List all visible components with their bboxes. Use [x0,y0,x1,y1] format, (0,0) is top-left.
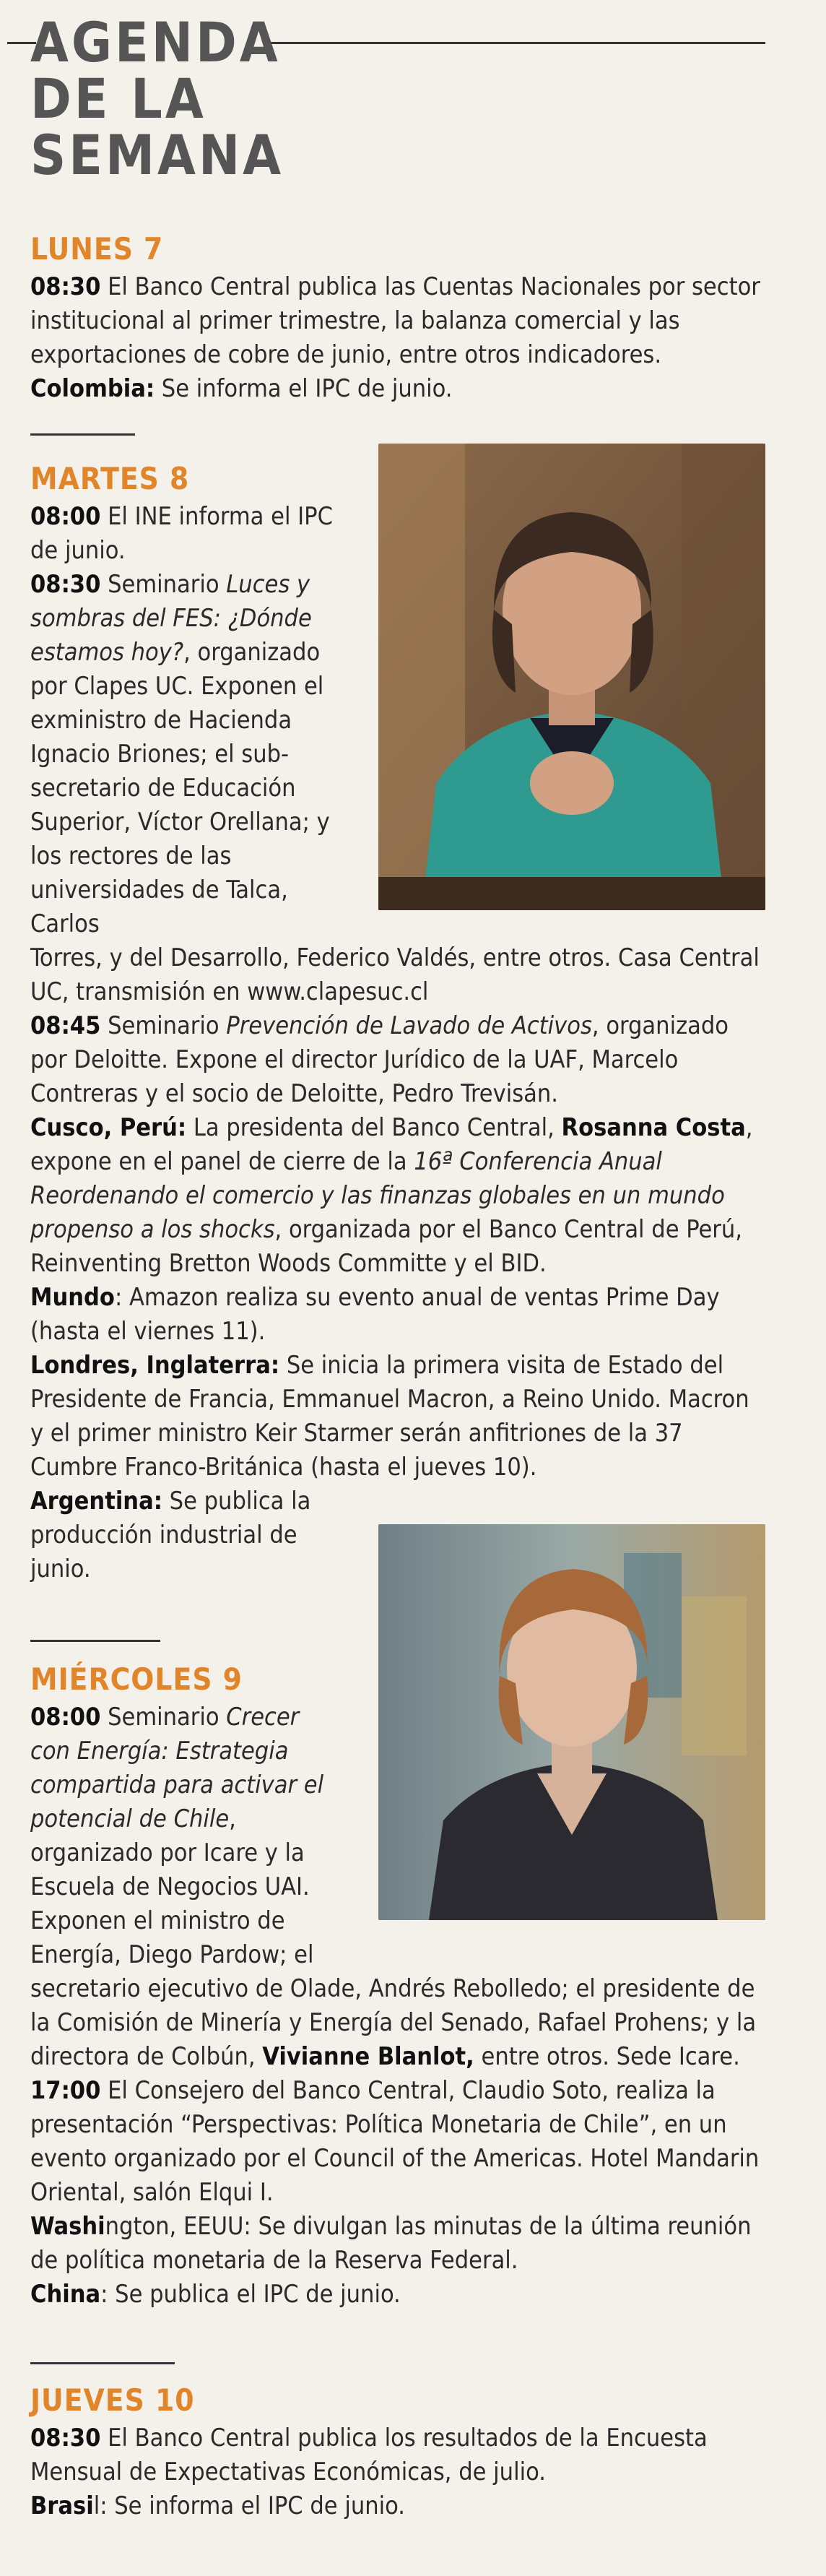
portrait-illustration [378,444,765,910]
event-title: Crecer con Energía: Estrategia compartida para activar el potencial de Chile [30,1703,324,1833]
event-lunes-2 [30,372,767,406]
event-time: 08:30 [30,570,101,599]
event-title: Luces y sombras del FES: ¿Dónde estamos hoy? [30,570,312,667]
event-text: El Consejero del Banco Central, Claudio Soto, realiza la presentación “Perspectivas: Política Monetaria de Chile”, en un evento organizado por el Council of the Americas. Hotel Mandarin Oriental, salón Elqui I. [30,2076,760,2207]
event-place: Argentina: [30,1487,162,1516]
event-time: 08:45 [30,1011,101,1040]
event-text: El INE informa el IPC de junio. [30,502,333,565]
event-person: Rosanna Costa [561,1113,746,1142]
event-text: l: Se informa el IPC de junio. [93,2491,405,2520]
event-person: Vivianne Blanlot, [262,2042,474,2071]
page-title [30,10,284,187]
event-jueves-1 [30,2421,767,2489]
event-place: Washi [30,2212,105,2241]
event-miercoles-1-cont [30,1972,767,2074]
portrait-photo-rosanna-costa [378,444,765,910]
event-text: Seminario [100,1703,227,1732]
event-text: La presidenta del Banco Central, [186,1113,562,1142]
event-martes-4 [30,1111,767,1281]
event-text: El Banco Central publica los resultados de la Encuesta Mensual de Expectativas Económicas, de julio. [30,2424,708,2486]
event-jueves-2 [30,2489,767,2523]
event-miercoles-1 [30,1700,341,1972]
event-martes-1 [30,500,341,568]
separator-miercoles [30,2362,175,2364]
separator-lunes [30,433,135,436]
event-miercoles-4 [30,2278,767,2312]
day-heading-lunes: LUNES 7 [30,231,164,267]
event-text: Seminario [100,570,227,599]
event-martes-2 [30,568,341,941]
event-martes-7 [30,1484,341,1586]
event-text: Se inicia la primera visita de Estado del Presidente de Francia, Emmanuel Macron, a Reino Unido. Macron y el primer ministro Keir Starmer serán anfitriones de la 37 Cumbre Franco-Británica (hasta el jueves 10). [30,1351,749,1482]
event-text: Se informa el IPC de junio. [155,374,453,403]
event-lunes-1 [30,270,767,372]
event-text: , expone en el panel de cierre de la [30,1113,753,1176]
event-time: 17:00 [30,2076,101,2105]
event-martes-2-cont: Torres, y del Desarrollo, Federico Valdés, entre otros. Casa Central UC, transmisión en www.clapesuc.cl [30,943,760,1006]
title-rule-right [267,42,765,44]
title-line-3: SEMANA [30,123,284,187]
title-line-2: DE LA [30,66,206,131]
event-text: El Banco Central publica las Cuentas Nacionales por sector institucional al primer trimestre, la balanza comercial y las exportaciones de cobre de junio, entre otros indicadores. [30,272,760,369]
event-title: 16ª Conferencia Anual Reordenando el comercio y las finanzas globales en un mundo propenso a los shocks [30,1147,725,1244]
day-heading-jueves: JUEVES 10 [30,2382,195,2418]
portrait-illustration [378,1524,765,1920]
event-miercoles-3 [30,2210,767,2278]
event-time: 08:30 [30,2424,101,2452]
event-place: Cusco, Perú: [30,1113,187,1142]
event-place: Mundo [30,1283,115,1312]
day-section-lunes [30,231,767,406]
event-text: , organizado por Deloitte. Expone el director Jurídico de la UAF, Marcelo Contreras y el socio de Deloitte, Pedro Trevisán. [30,1011,729,1108]
event-text: Seminario [100,1011,227,1040]
title-line-1: AGENDA [30,10,281,74]
event-place: Colombia: [30,374,155,403]
event-text: : Se publica el IPC de junio. [100,2280,401,2309]
portrait-photo-vivianne-blanlot [378,1524,765,1920]
event-place: Brasi [30,2491,94,2520]
event-time: 08:00 [30,502,101,531]
day-heading-martes: MARTES 8 [30,461,190,496]
event-text: ngton, EEUU: Se divulgan las minutas de la última reunión de política monetaria de la Reserva Federal. [30,2212,752,2275]
event-time: 08:00 [30,1703,101,1732]
event-text: entre otros. Sede Icare. [474,2042,740,2071]
event-place: Londres, Inglaterra: [30,1351,280,1380]
event-miercoles-2 [30,2074,767,2210]
event-text: Se publica la producción industrial de junio. [30,1487,311,1583]
event-place: China [30,2280,101,2309]
event-martes-6 [30,1349,767,1484]
separator-martes [30,1640,160,1642]
event-text: , organizado por Icare y la Escuela de Negocios UAI. Exponen el ministro de Energía, Diego Pardow; el [30,1805,314,1969]
event-martes-5 [30,1281,767,1349]
event-title: Prevención de Lavado de Activos [226,1011,592,1040]
event-text: , organizada por el Banco Central de Perú, Reinventing Bretton Woods Committe y el BID. [30,1215,742,1278]
event-time: 08:30 [30,272,101,301]
event-text: : Amazon realiza su evento anual de ventas Prime Day (hasta el viernes 11). [30,1283,720,1346]
event-text: , organizado por Clapes UC. Exponen el exministro de Hacienda Ignacio Briones; el sub-secretario de Educación Superior, Víctor Orellana; y los rectores de las universidades de Talca, Carlos [30,638,330,938]
event-text: secretario ejecutivo de Olade, Andrés Rebolledo; el presidente de la Comisión de Minería y Energía del Senado, Rafael Prohens; y la directora de Colbún, [30,1974,757,2071]
event-martes-3 [30,1009,767,1111]
day-section-jueves [30,2382,767,2523]
day-heading-miercoles: MIÉRCOLES 9 [30,1661,243,1697]
